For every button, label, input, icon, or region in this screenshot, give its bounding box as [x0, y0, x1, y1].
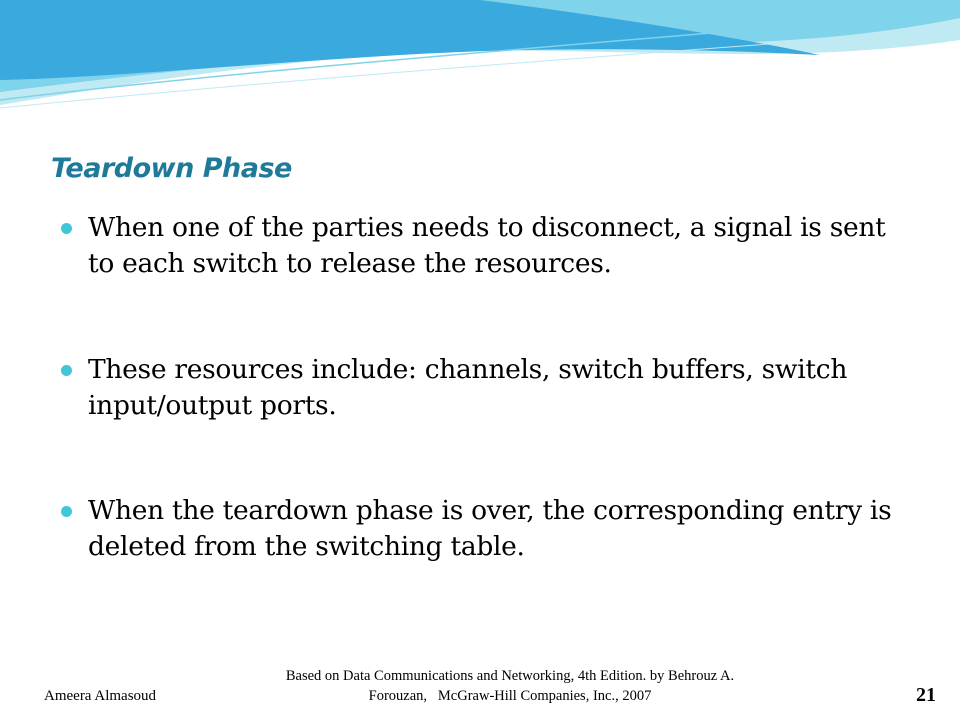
footer-source-line-2: Forouzan, McGraw-Hill Companies, Inc., 2007	[368, 688, 652, 704]
slide-title: Teardown Phase	[51, 153, 292, 184]
footer-source	[240, 666, 780, 706]
bullet-item	[88, 352, 908, 424]
bullet-dot-icon	[61, 223, 72, 234]
bullet-text: These resources include: channels, switch buffers, switch input/output ports.	[88, 354, 848, 421]
bullet-dot-icon	[61, 506, 72, 517]
page-number: 21	[916, 684, 936, 706]
footer-source-line-1: Based on Data Communications and Networking, 4th Edition. by Behrouz A.	[285, 668, 735, 684]
footer-author: Ameera Almasoud	[44, 688, 157, 704]
bullet-text: When the teardown phase is over, the corresponding entry is deleted from the switching table.	[88, 495, 892, 562]
bullet-item	[88, 493, 908, 565]
bullet-item	[88, 210, 908, 282]
bullet-dot-icon	[61, 365, 72, 376]
bullet-text: When one of the parties needs to disconnect, a signal is sent to each switch to release the resources.	[88, 212, 886, 279]
